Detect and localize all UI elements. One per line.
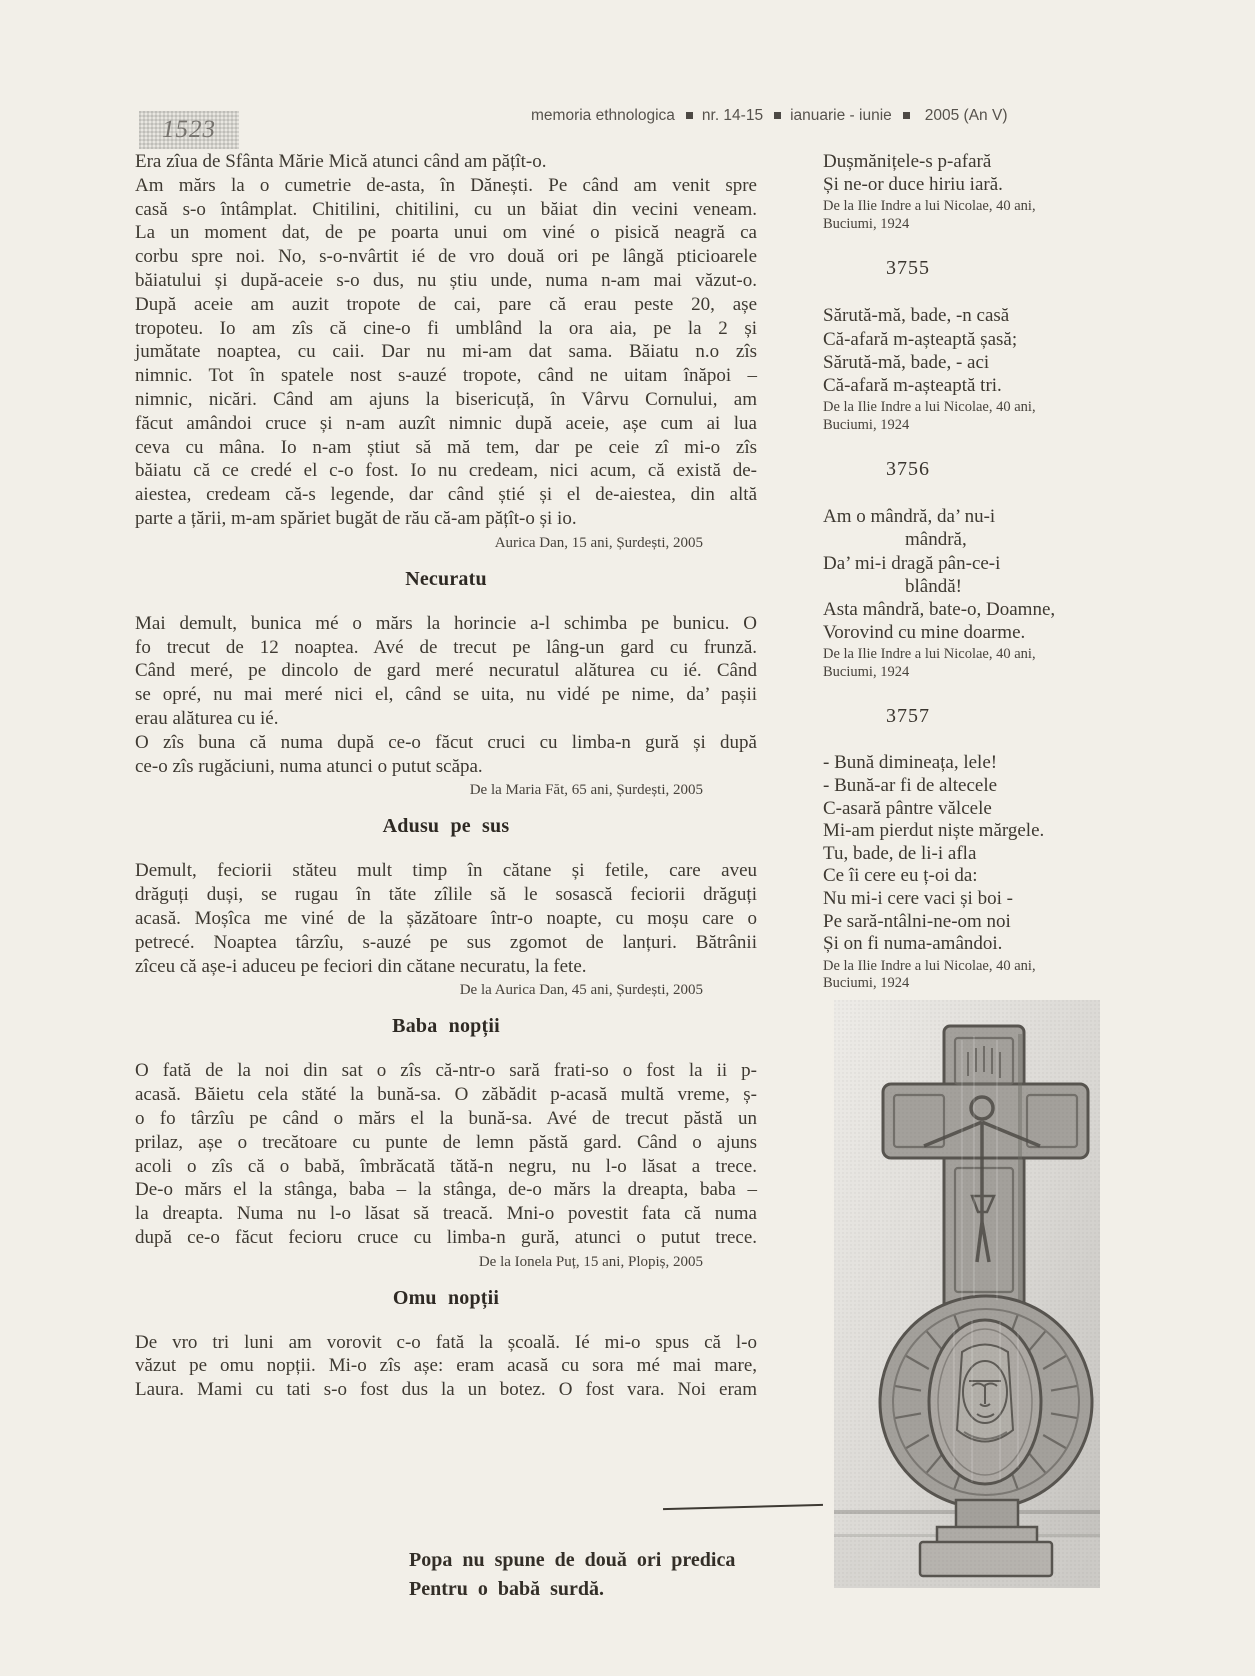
section-title-baba-noptii: Baba nopții — [392, 1015, 500, 1038]
section-title-adusu-pe-sus: Adusu pe sus — [382, 815, 510, 838]
issue-number: nr. 14-15 — [701, 107, 764, 124]
attribution: De la Maria Făt, 65 ani, Șurdești, 2005 — [469, 782, 703, 799]
story-line: Era zîua de Sfânta Mărie Mică atunci când am pățît-o. — [135, 151, 547, 172]
proverb-footer — [409, 1546, 735, 1604]
story-line: drăguți duși, se rugau în tăte zîlile să le sosască feciorii drăguți — [135, 884, 757, 906]
publication-year: 2005 (An V) — [924, 107, 1008, 124]
carved-cross-photo — [834, 1000, 1100, 1588]
verse-line: Da’ mi-i dragă pân-ce-i — [823, 552, 1001, 574]
story-line: aiestea, credeam că-s legende, dar când știé și el de-aiestea, din altă — [135, 484, 757, 506]
story-line: De-o mărs el la stânga, baba – la stânga, de-o mărs la dreapta, baba – — [135, 1179, 757, 1201]
verse-attribution-line: Buciumi, 1924 — [823, 215, 910, 232]
verse-line: Mi-am pierdut niște mărgele. — [823, 820, 1045, 842]
verse-number: 3757 — [886, 705, 930, 728]
story-line: Laura. Mami cu tati s-o fost dus la un botez. O fost vara. Noi eram — [135, 1379, 757, 1401]
verse-line: Ce îi cere eu ț-oi da: — [823, 865, 978, 887]
section-title-necuratu: Necuratu — [405, 567, 487, 590]
verse-line: Sărută-mă, bade, - aci — [823, 351, 990, 373]
page-number-stamp: 1523 — [139, 111, 239, 149]
story-line: O zîs buna că numa după ce-o făcut cruci cu limba-n gură și după — [135, 731, 757, 753]
verse-attribution — [823, 646, 1075, 681]
story-line: erau alăturea cu ié. — [135, 707, 279, 729]
verse-attribution — [823, 399, 1075, 434]
story-line: Mai demult, bunica mé o mărs la horincie a-l schimba pe bunicu. O — [135, 612, 757, 634]
story-line: O fată de la noi din sat o zîs că-ntr-o sară frati-so o fost la ii p- — [135, 1060, 757, 1082]
bullet-square-icon — [903, 112, 910, 119]
story-line: prilaz, așe o trecătoare cu punte de lemn păstă gard. Când o ajuns — [135, 1131, 757, 1153]
attribution: De la Aurica Dan, 45 ani, Șurdești, 2005 — [459, 982, 703, 999]
section-necuratu — [135, 612, 757, 801]
verse-attribution-line: Buciumi, 1924 — [823, 975, 910, 992]
verse-block — [823, 752, 1075, 992]
left-text-column — [135, 150, 757, 1402]
publication-period: ianuarie - iunie — [790, 107, 892, 124]
story-line: acoli o zîs că o babă, îmbrăcată tătă-n negru, nu l-o lăsat a trece. — [135, 1155, 757, 1177]
verse-line: Am o mândră, da’ nu-i — [823, 506, 996, 528]
story-line: la dreapta. Numa nu l-o lăsat să treacă. Mni-o povestit fata că numa — [135, 1203, 757, 1225]
verse-attribution-line: De la Ilie Indre a lui Nicolae, 40 ani, — [823, 957, 1036, 974]
verse-number: 3756 — [886, 458, 930, 481]
story-intro — [135, 150, 757, 553]
section-adusu-pe-sus — [135, 859, 757, 1000]
story-line: jumătate noaptea, cu caii. Dar nu mi-am dat sama. Băiatu n.o zîs — [135, 341, 757, 363]
verse-attribution — [823, 198, 1075, 233]
bullet-square-icon — [686, 112, 693, 119]
divider-rule — [663, 1504, 823, 1510]
story-line: Am mărs la o cumetrie de-asta, în Dănești. Pe când am venit spre — [135, 174, 757, 196]
story-line: casă s-o întâmplat. Chitilini, chitilini, cu un băiat din vecini veneam. — [135, 198, 757, 220]
verse-attribution-line: De la Ilie Indre a lui Nicolae, 40 ani, — [823, 198, 1036, 215]
story-line: petrecé. Noaptea târzîu, s-auzé pe sus zgomot de lanțuri. Bătrânii — [135, 931, 757, 953]
verse-line: C-asară pântre vălcele — [823, 797, 992, 819]
story-line: corbu spre noi. No, s-o-nvârtit ié de vro două ori pe lângă pticioarele — [135, 246, 757, 268]
verse-attribution-line: Buciumi, 1924 — [823, 416, 910, 433]
verse-line: Tu, bade, de li-i afla — [823, 842, 977, 864]
verse-block — [823, 505, 1075, 681]
story-line: ce-o zîs rugăciuni, numa atunci o putut scăpa. — [135, 755, 483, 777]
verse-attribution-line: De la Ilie Indre a lui Nicolae, 40 ani, — [823, 399, 1036, 416]
story-line: acasă. Moșîca me viné de la șăzătoare într-o noapte, cu moșu care o — [135, 907, 757, 929]
story-line: băiatu că ce credé el c-o fost. Io nu credeam, nici acum, că există de- — [135, 460, 757, 482]
verse-line: Nu mi-i cere vaci și boi - — [823, 888, 1013, 909]
verse-line: Că-afară m-așteaptă tri. — [823, 375, 1002, 397]
verse-attribution — [823, 958, 1075, 993]
story-line: parte a țării, m-am spăriet bugăt de rău că-am pățît-o și io. — [135, 507, 577, 529]
verse-line: Pe sară-ntâlni-ne-om noi — [823, 910, 1011, 932]
verse-line: Și on fi numa-amândoi. — [823, 933, 1003, 955]
story-line: făcut amândoi cruce și n-am auzît nimnic după aceie, așe cum ai lua — [135, 412, 757, 434]
verse-block — [823, 150, 1075, 233]
story-line: La un moment dat, de pe poarta unui om viné o pisică neagră ca — [135, 222, 757, 244]
attribution: Aurica Dan, 15 ani, Șurdești, 2005 — [494, 534, 703, 551]
story-line: zîceu că așe-i aduceu pe feciori din cătane necuratu, la fete. — [135, 955, 587, 977]
story-line: văzut pe omu nopții. Mi-o zîs așe: eram acasă cu sora mé mai mare, — [135, 1355, 757, 1377]
proverb-line: Popa nu spune de două ori predica — [409, 1549, 736, 1571]
story-line: De vro tri luni am vorovit c-o fată la școală. Ié mi-o spus că l-o — [135, 1331, 757, 1353]
verse-line: Asta mândră, bate-o, Doamne, — [823, 599, 1056, 621]
story-line: ceva cu mâna. Io n-am știut să mă tem, dar pe ceie zî mi-o zîs — [135, 436, 757, 458]
story-line: fo trecut de 12 noaptea. Avé de trecut pe lâng-un gard cu frunză. — [135, 636, 757, 658]
verse-line: - Bună dimineața, lele! — [823, 752, 998, 774]
story-line: Când meré, pe dincolo de gard meré necuratul alăturea cu ié. Când — [135, 660, 757, 682]
story-line: nimnic, nicări. Când am ajuns la bisericuță, în Vârvu Cornului, am — [135, 388, 757, 410]
story-line: Demult, feciorii stăteu mult timp în cătane și fetile, care aveu — [135, 860, 757, 882]
verse-line: Sărută-mă, bade, -n casă — [823, 305, 1010, 327]
verse-block — [823, 304, 1075, 434]
attribution: De la Ionela Puț, 15 ani, Plopiș, 2005 — [478, 1253, 703, 1270]
journal-title: memoria ethnologica — [531, 107, 675, 124]
journal-header — [531, 107, 1007, 125]
story-line: se opré, nu mai meré nici el, când se uita, nu vidé pe nime, da’ pașii — [135, 684, 757, 706]
verse-line: - Bună-ar fi de altecele — [823, 775, 998, 797]
verse-line: mândră, — [905, 529, 967, 551]
story-line: nimnic. Tot în spatele nost s-auzé tropote, când ne uitam înăpoi – — [135, 365, 757, 387]
verse-line: Și ne-or duce hiriu iară. — [823, 174, 1003, 196]
verse-line: blândă! — [905, 575, 962, 597]
story-line: tropoteu. Io am zîs că cine-o fi umblând la ora aia, pe la 2 și — [135, 317, 757, 339]
verse-line: Dușmănițele-s p-afară — [823, 151, 992, 172]
verse-line: Vorovind cu mine doarme. — [823, 622, 1026, 644]
verse-line: Că-afară m-așteaptă șasă; — [823, 328, 1018, 350]
story-line: acasă. Băietu cela stăté la bună-sa. O zăbădit p-acasă multă vreme, ș- — [135, 1084, 757, 1106]
right-verse-column — [823, 150, 1075, 993]
verse-attribution-line: De la Ilie Indre a lui Nicolae, 40 ani, — [823, 646, 1036, 663]
bullet-square-icon — [774, 112, 781, 119]
story-line: după ce-o făcut fecioru cruce cu limba-n gură, atunci o putut trece. — [135, 1226, 757, 1248]
section-baba-noptii — [135, 1059, 757, 1271]
section-title-omu-noptii: Omu nopții — [392, 1286, 500, 1309]
story-line: După aceie am auzit tropote de cai, pare că erau peste 20, așe — [135, 293, 757, 315]
proverb-line: Pentru o babă surdă. — [409, 1578, 605, 1600]
story-line: băiatului și după-aceie s-o dus, nu știu unde, numa n-am mai văzut-o. — [135, 269, 757, 291]
story-line: o fo târzîu pe când o mărs el la bună-sa. Avé de trecut păstă un — [135, 1107, 757, 1129]
verse-attribution-line: Buciumi, 1924 — [823, 663, 910, 680]
section-omu-noptii — [135, 1331, 757, 1402]
verse-number: 3755 — [886, 257, 930, 280]
